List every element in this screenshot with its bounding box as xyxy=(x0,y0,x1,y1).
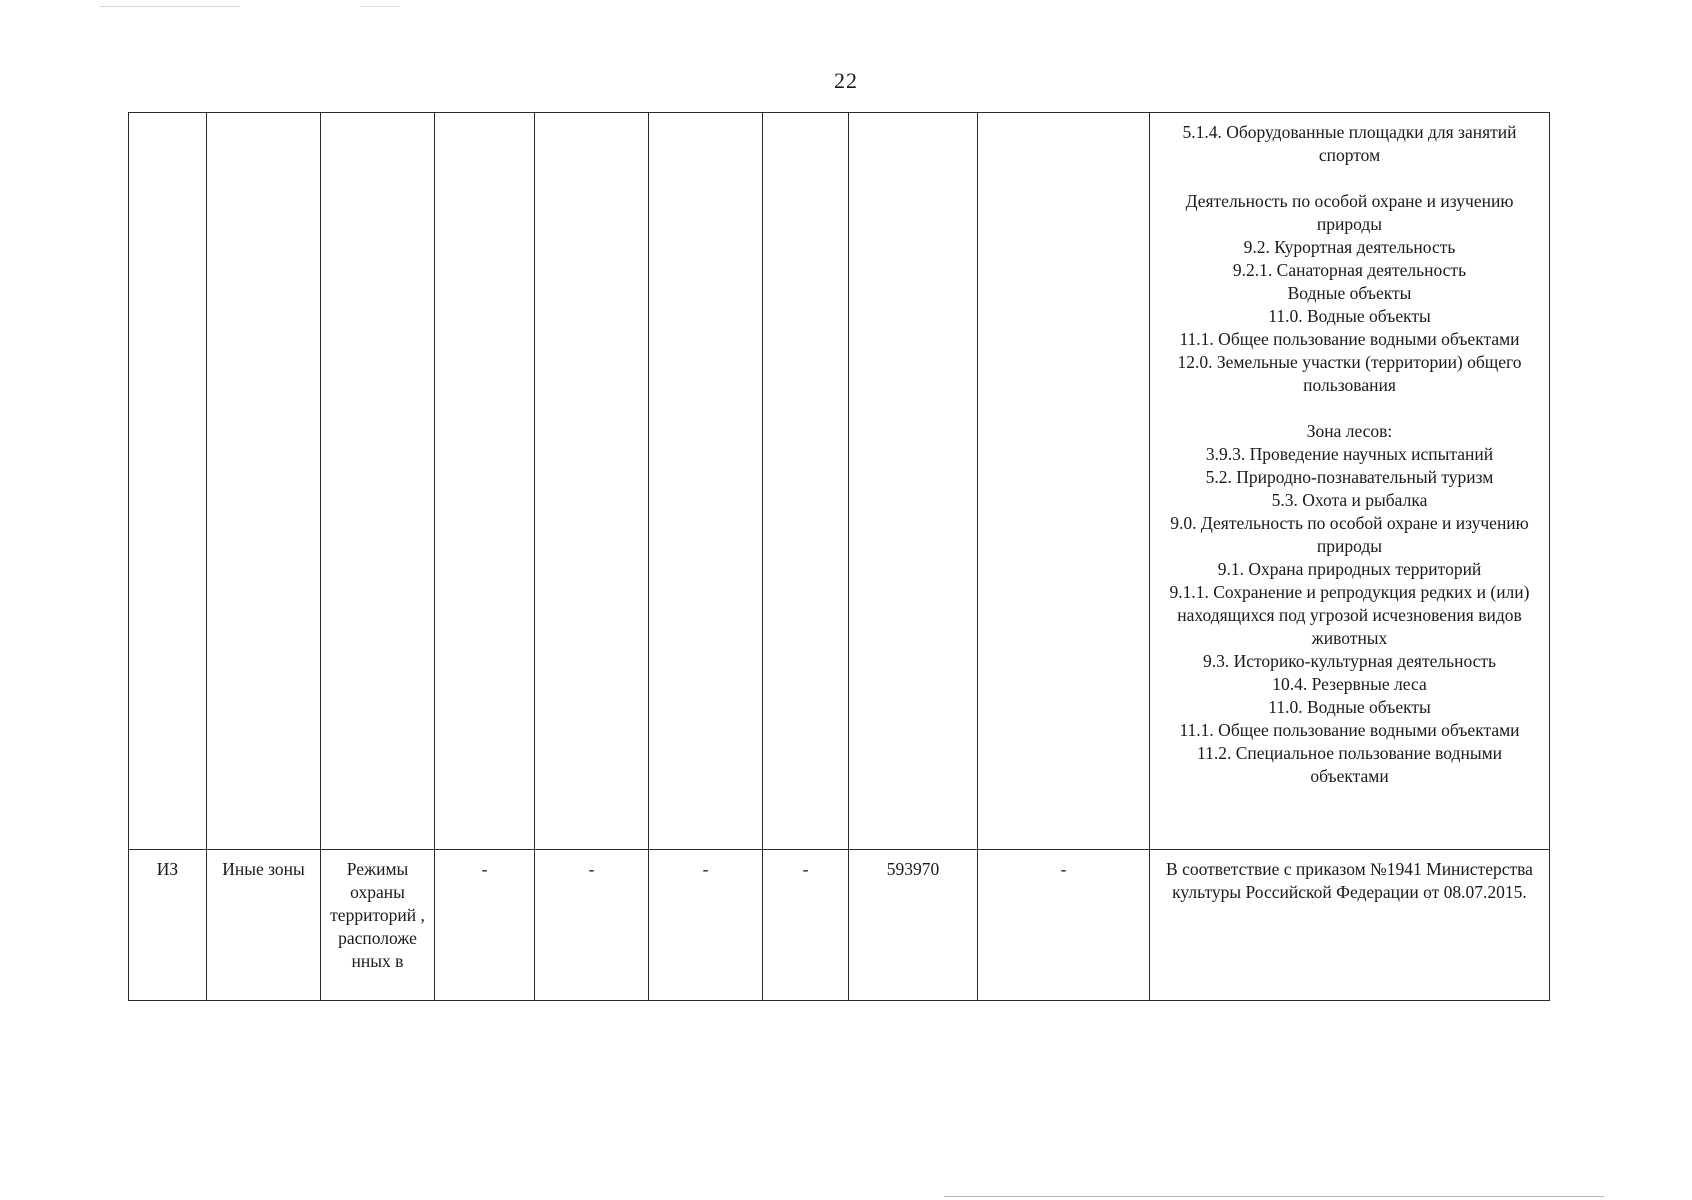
cell-col9 xyxy=(978,113,1150,850)
cell-regime xyxy=(321,113,435,850)
scan-artifact-bottom xyxy=(944,1196,1604,1197)
cell-col7-iz: - xyxy=(763,850,849,1001)
cell-col9-iz: - xyxy=(978,850,1150,1001)
table-row-continued xyxy=(129,113,1550,850)
permitted-use-item: 9.3. Историко-культурная деятельность xyxy=(1202,651,1497,671)
permitted-use-item: Деятельность по особой охране и изучению природы xyxy=(1185,191,1514,234)
permitted-use-item: 11.2. Специальное пользование водными объектами xyxy=(1196,743,1503,786)
page-number: 22 xyxy=(834,68,858,93)
cell-name-iz: Иные зоны xyxy=(207,850,321,1001)
cell-code xyxy=(129,113,207,850)
permitted-use-item: 9.1.1. Сохранение и репродукция редких и (или) находящихся под угрозой исчезновения видов животных xyxy=(1169,582,1530,648)
table-row-iz xyxy=(129,850,1550,1001)
permitted-use-item: 5.2. Природно-познавательный туризм xyxy=(1205,467,1494,487)
permitted-use-item: 5.3. Охота и рыбалка xyxy=(1271,490,1428,510)
permitted-uses-list xyxy=(1154,121,1545,788)
permitted-use-item: 9.1. Охрана природных территорий xyxy=(1217,559,1482,579)
permitted-use-item: 9.0. Деятельность по особой охране и изучению природы xyxy=(1170,513,1529,556)
list-gap xyxy=(1156,397,1543,420)
permitted-use-item: 5.1.4. Оборудованные площадки для занятий спортом xyxy=(1182,122,1517,165)
cell-col4-iz: - xyxy=(435,850,535,1001)
permitted-use-item: 11.0. Водные объекты xyxy=(1268,306,1431,326)
permitted-use-item: 12.0. Земельные участки (территории) общего пользования xyxy=(1177,352,1522,395)
permitted-use-item: 11.1. Общее пользование водными объектами xyxy=(1179,720,1520,740)
cell-code-iz: ИЗ xyxy=(129,850,207,1001)
permitted-use-item: 10.4. Резервные леса xyxy=(1272,674,1427,694)
permitted-use-item: 3.9.3. Проведение научных испытаний xyxy=(1205,444,1494,464)
list-gap xyxy=(1156,167,1543,190)
permitted-use-item: 11.0. Водные объекты xyxy=(1268,697,1431,717)
cell-col6 xyxy=(649,113,763,850)
scan-artifact-top xyxy=(100,6,1100,7)
permitted-use-item: Водные объекты xyxy=(1287,283,1412,303)
cell-area-iz: 593970 xyxy=(849,850,978,1001)
cell-col7 xyxy=(763,113,849,850)
cell-area xyxy=(849,113,978,850)
cell-col5-iz: - xyxy=(535,850,649,1001)
cell-col5 xyxy=(535,113,649,850)
cell-basis-iz: В соответствие с приказом №1941 Министерства культуры Российской Федерации от 08.07.2015. xyxy=(1150,850,1550,1001)
permitted-use-item: 9.2.1. Санаторная деятельность xyxy=(1232,260,1467,280)
permitted-use-item: 11.1. Общее пользование водными объектами xyxy=(1179,329,1520,349)
zones-table xyxy=(128,112,1550,1001)
permitted-use-item: Зона лесов: xyxy=(1306,421,1393,441)
permitted-use-item: 9.2. Курортная деятельность xyxy=(1243,237,1456,257)
cell-name xyxy=(207,113,321,850)
cell-regime-iz: Режимы охраны территорий , расположе нных в xyxy=(321,850,435,1001)
cell-col6-iz: - xyxy=(649,850,763,1001)
cell-permitted-uses xyxy=(1150,113,1550,850)
cell-col4 xyxy=(435,113,535,850)
